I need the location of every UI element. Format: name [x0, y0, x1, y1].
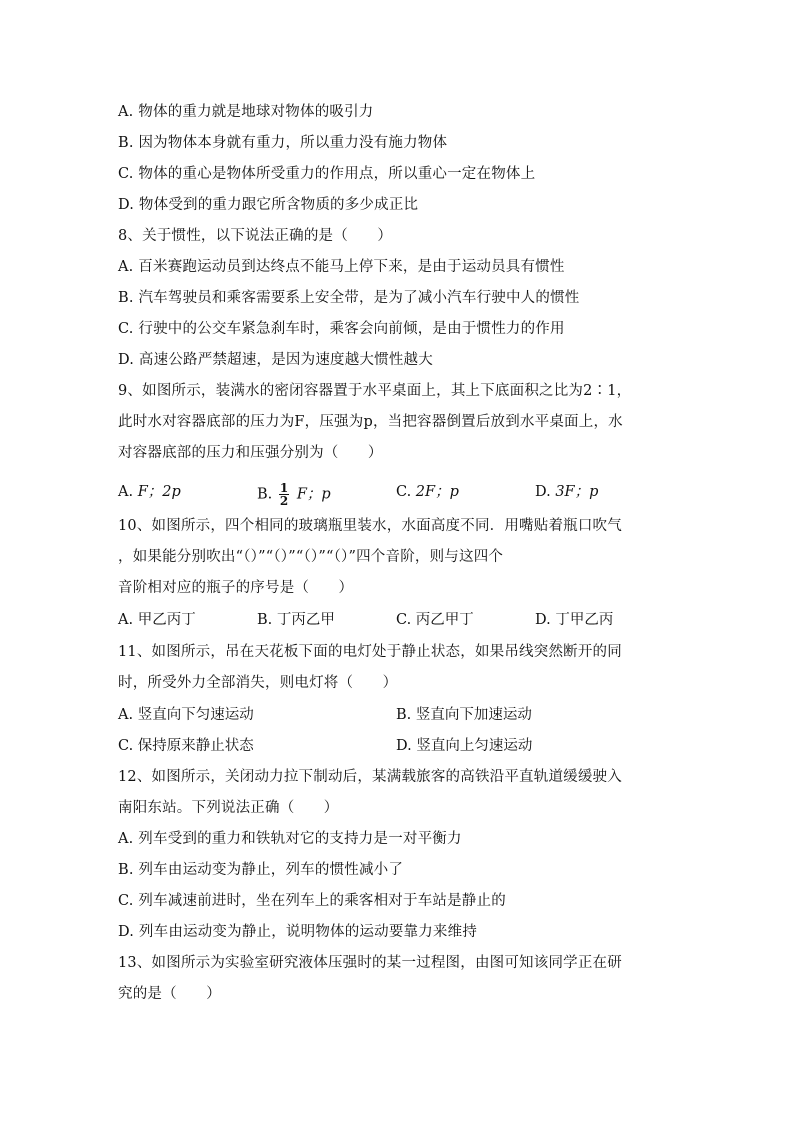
q7-option-d: D. 物体受到的重力跟它所含物质的多少成正比 — [118, 197, 419, 213]
q12-option-a: A. 列车受到的重力和铁轨对它的支持力是一对平衡力 — [118, 831, 462, 847]
q7-option-c: C. 物体的重心是物体所受重力的作用点，所以重心一定在物体上 — [118, 166, 536, 182]
q9-option-c-text: 2F；p — [415, 484, 459, 500]
q10-option-c: C. 丙乙甲丁 — [396, 612, 474, 628]
q9-option-b-label: B. — [257, 486, 273, 503]
q11-stem-line-1: 11、如图所示，吊在天花板下面的电灯处于静止状态，如果吊线突然断开的同 — [118, 644, 622, 660]
q7-option-b: B. 因为物体本身就有重力，所以重力没有施力物体 — [118, 135, 448, 151]
q9-stem-line-1: 9、如图所示，装满水的密闭容器置于水平桌面上，其上下底面积之比为2∶1， — [118, 383, 632, 399]
q8-option-b: B. 汽车驾驶员和乘客需要系上安全带，是为了减小汽车行驶中人的惯性 — [118, 290, 580, 306]
q12-option-c: C. 列车减速前进时，坐在列车上的乘客相对于车站是静止的 — [118, 893, 506, 909]
q9-stem-line-3: 对容器底部的压力和压强分别为（ ） — [118, 445, 383, 461]
q8-option-a: A. 百米赛跑运动员到达终点不能马上停下来，是由于运动员具有惯性 — [118, 259, 565, 275]
q10-stem-line-3: 音阶相对应的瓶子的序号是（ ） — [118, 580, 354, 596]
q10-option-b: B. 丁丙乙甲 — [257, 612, 335, 628]
q12-stem-line-1: 12、如图所示，关闭动力拉下制动后，某满载旅客的高铁沿平直轨道缓缓驶入 — [118, 769, 622, 785]
q12-option-b: B. 列车由运动变为静止，列车的惯性减小了 — [118, 862, 404, 878]
q8-option-c: C. 行驶中的公交车紧急刹车时，乘客会向前倾，是由于惯性力的作用 — [118, 321, 565, 337]
q12-option-d: D. 列车由运动变为静止，说明物体的运动要靠力来维持 — [118, 924, 478, 940]
q9-option-d — [535, 482, 598, 502]
q8-stem: 8、关于惯性，以下说法正确的是（ ） — [118, 228, 393, 244]
q10-stem-line-2: ，如果能分别吹出“（）”“（）”“（）”“（）”四个音阶，则与这四个 — [118, 549, 504, 565]
q9-fraction — [279, 482, 289, 507]
q8-option-d: D. 高速公路严禁超速，是因为速度越大惯性越大 — [118, 352, 433, 368]
q9-option-b — [257, 482, 331, 507]
q9-option-d-text: 3F；p — [555, 484, 599, 500]
q11-stem-line-2: 时，所受外力全部消失，则电灯将（ ） — [118, 675, 398, 691]
q9-option-a — [118, 482, 181, 502]
q11-option-b: B. 竖直向下加速运动 — [396, 707, 532, 723]
q12-stem-line-2: 南阳东站。下列说法正确（ ） — [118, 800, 339, 816]
q9-fraction-numerator: 1 — [279, 481, 289, 495]
q11-option-a: A. 竖直向下匀速运动 — [118, 707, 254, 723]
q9-fraction-denominator: 2 — [279, 494, 289, 508]
q10-stem-line-1: 10、如图所示，四个相同的玻璃瓶里装水，水面高度不同．用嘴贴着瓶口吹气 — [118, 518, 622, 534]
q11-option-d: D. 竖直向上匀速运动 — [396, 738, 533, 754]
q11-option-c: C. 保持原来静止状态 — [118, 738, 254, 754]
q9-option-a-label: A. — [118, 484, 134, 500]
q13-stem-line-1: 13、如图所示为实验室研究液体压强时的某一过程图，由图可知该同学正在研 — [118, 955, 622, 971]
q9-option-c-label: C. — [396, 484, 412, 500]
q9-option-a-text: F；2p — [137, 484, 181, 500]
q10-option-d: D. 丁甲乙丙 — [535, 612, 614, 628]
q9-stem-line-2: 此时水对容器底部的压力为F，压强为p，当把容器倒置后放到水平桌面上，水 — [118, 414, 623, 430]
q9-option-b-text: F；p — [296, 486, 331, 503]
q7-option-a: A. 物体的重力就是地球对物体的吸引力 — [118, 104, 374, 120]
q9-option-c — [396, 482, 459, 502]
q13-stem-line-2: 究的是（ ） — [118, 986, 221, 1002]
q10-option-a: A. 甲乙丙丁 — [118, 612, 196, 628]
q9-option-d-label: D. — [535, 484, 551, 500]
